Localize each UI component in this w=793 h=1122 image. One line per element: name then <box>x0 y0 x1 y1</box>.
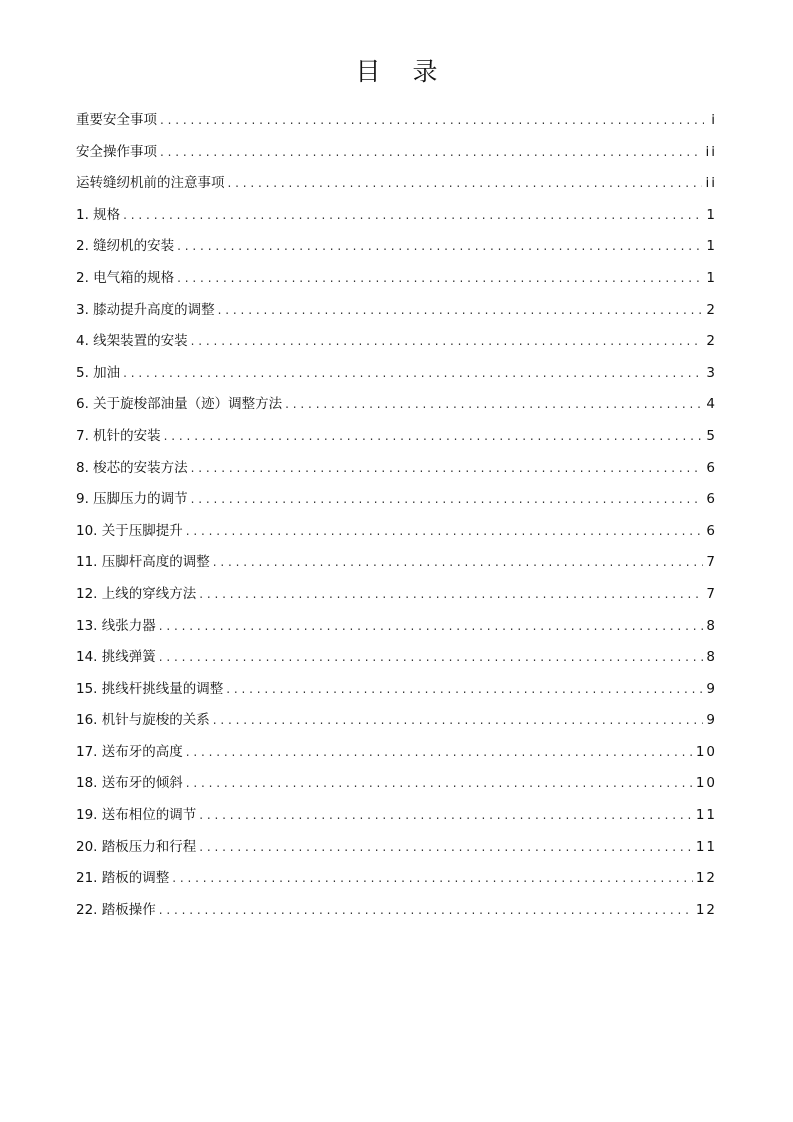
toc-entry[interactable] <box>76 834 717 866</box>
toc-leader-dots <box>191 486 704 512</box>
toc-entry-label: 9. 压脚压力的调节 <box>76 491 188 508</box>
toc-entry-label: 安全操作事项 <box>76 143 157 160</box>
toc-leader-dots <box>177 233 703 259</box>
toc-leader-dots <box>218 297 704 323</box>
toc-entry[interactable] <box>76 739 717 771</box>
toc-entry-label: 7. 机针的安装 <box>76 427 161 444</box>
toc-leader-dots <box>186 770 693 796</box>
page-title: 目 录 <box>355 57 450 86</box>
toc-entry-label: 21. 踏板的调整 <box>76 870 170 887</box>
toc-entry-label: 14. 挑线弹簧 <box>76 649 156 666</box>
toc-entry[interactable] <box>76 518 717 550</box>
toc-entry-label: 22. 踏板操作 <box>76 901 156 918</box>
toc-entry[interactable] <box>76 391 717 423</box>
toc-entry-label: 13. 线张力器 <box>76 617 156 634</box>
toc-leader-dots <box>159 613 704 639</box>
toc-entry[interactable] <box>76 486 717 518</box>
toc-entry-label: 18. 送布牙的倾斜 <box>76 775 183 792</box>
toc-entry[interactable] <box>76 897 717 929</box>
toc-entry[interactable] <box>76 707 717 739</box>
toc-entry-page: 7 <box>706 585 717 602</box>
toc-leader-dots <box>172 865 693 891</box>
toc-entry-label: 3. 膝动提升高度的调整 <box>76 301 215 318</box>
toc-entry[interactable] <box>76 170 717 202</box>
toc-entry[interactable] <box>76 865 717 897</box>
toc-entry[interactable] <box>76 328 717 360</box>
toc-leader-dots <box>199 802 693 828</box>
toc-entry[interactable] <box>76 265 717 297</box>
toc-entry-page: 5 <box>706 427 717 444</box>
toc-entry[interactable] <box>76 360 717 392</box>
toc-entry-page: 7 <box>706 554 717 571</box>
toc-entry-page: 9 <box>706 712 717 729</box>
toc-entry-page: 6 <box>706 491 717 508</box>
toc-entry-page: 1 <box>706 269 717 286</box>
toc-entry-page: 8 <box>706 617 717 634</box>
toc-leader-dots <box>186 518 704 544</box>
toc-entry-label: 11. 压脚杆高度的调整 <box>76 554 210 571</box>
toc-leader-dots <box>164 423 704 449</box>
toc-entry[interactable] <box>76 581 717 613</box>
toc-entry-page: i <box>711 112 717 128</box>
toc-entry[interactable] <box>76 644 717 676</box>
toc-entry[interactable] <box>76 423 717 455</box>
toc-entry[interactable] <box>76 455 717 487</box>
toc-entry-page: 11 <box>695 838 717 855</box>
toc-leader-dots <box>285 391 703 417</box>
toc-entry[interactable] <box>76 107 717 139</box>
toc-entry-page: 6 <box>706 522 717 539</box>
toc-entry-page: 4 <box>706 396 717 413</box>
toc-leader-dots <box>191 455 704 481</box>
toc-entry-page: 11 <box>695 807 717 824</box>
toc-entry[interactable] <box>76 613 717 645</box>
toc-entry-page: ii <box>705 143 717 160</box>
toc-entry-page: 6 <box>706 459 717 476</box>
toc-entry[interactable] <box>76 202 717 234</box>
toc-leader-dots <box>159 644 704 670</box>
toc-entry-label: 10. 关于压脚提升 <box>76 522 183 539</box>
toc-entry-label: 2. 电气箱的规格 <box>76 269 175 286</box>
toc-entry-label: 20. 踏板压力和行程 <box>76 838 197 855</box>
toc-leader-dots <box>226 676 703 702</box>
toc-leader-dots <box>199 834 693 860</box>
toc-entry[interactable] <box>76 233 717 265</box>
toc-entry-page: 1 <box>706 238 717 255</box>
toc-leader-dots <box>228 170 703 196</box>
toc-leader-dots <box>123 202 703 228</box>
toc-leader-dots <box>160 107 704 133</box>
toc-leader-dots <box>159 897 693 923</box>
toc-entry-page: 12 <box>695 870 717 887</box>
toc-entry-page: 10 <box>695 775 717 792</box>
toc-entry-label: 1. 规格 <box>76 206 121 223</box>
toc-leader-dots <box>213 549 704 575</box>
toc-leader-dots <box>160 139 702 165</box>
toc-entry-page: 9 <box>706 680 717 697</box>
toc-entry[interactable] <box>76 676 717 708</box>
toc-entry-page: 12 <box>695 901 717 918</box>
toc-entry-page: 10 <box>695 743 717 760</box>
toc-leader-dots <box>186 739 693 765</box>
toc-entry-label: 6. 关于旋梭部油量（迹）调整方法 <box>76 396 283 413</box>
toc-entry[interactable] <box>76 139 717 171</box>
toc-entry-page: 1 <box>706 206 717 223</box>
toc-entry-label: 19. 送布相位的调节 <box>76 807 197 824</box>
toc-entry-label: 17. 送布牙的高度 <box>76 743 183 760</box>
toc-entry-label: 运转缝纫机前的注意事项 <box>76 175 225 192</box>
toc-leader-dots <box>199 581 703 607</box>
table-of-contents <box>76 107 717 928</box>
toc-entry-page: 8 <box>706 649 717 666</box>
toc-leader-dots <box>213 707 704 733</box>
toc-entry-page: 2 <box>706 333 717 350</box>
toc-entry[interactable] <box>76 297 717 329</box>
toc-leader-dots <box>123 360 703 386</box>
toc-entry-page: ii <box>705 175 717 192</box>
toc-entry-label: 4. 线架装置的安装 <box>76 333 188 350</box>
toc-entry-label: 8. 梭芯的安装方法 <box>76 459 188 476</box>
toc-entry-label: 重要安全事项 <box>76 112 157 128</box>
toc-entry-label: 12. 上线的穿线方法 <box>76 585 197 602</box>
toc-entry[interactable] <box>76 802 717 834</box>
toc-entry-page: 3 <box>706 364 717 381</box>
toc-leader-dots <box>191 328 704 354</box>
toc-entry[interactable] <box>76 770 717 802</box>
toc-entry-label: 2. 缝纫机的安装 <box>76 238 175 255</box>
toc-entry-label: 5. 加油 <box>76 364 121 381</box>
toc-entry-label: 16. 机针与旋梭的关系 <box>76 712 210 729</box>
toc-entry[interactable] <box>76 549 717 581</box>
toc-entry-label: 15. 挑线杆挑线量的调整 <box>76 680 224 697</box>
toc-leader-dots <box>177 265 703 291</box>
toc-entry-page: 2 <box>706 301 717 318</box>
